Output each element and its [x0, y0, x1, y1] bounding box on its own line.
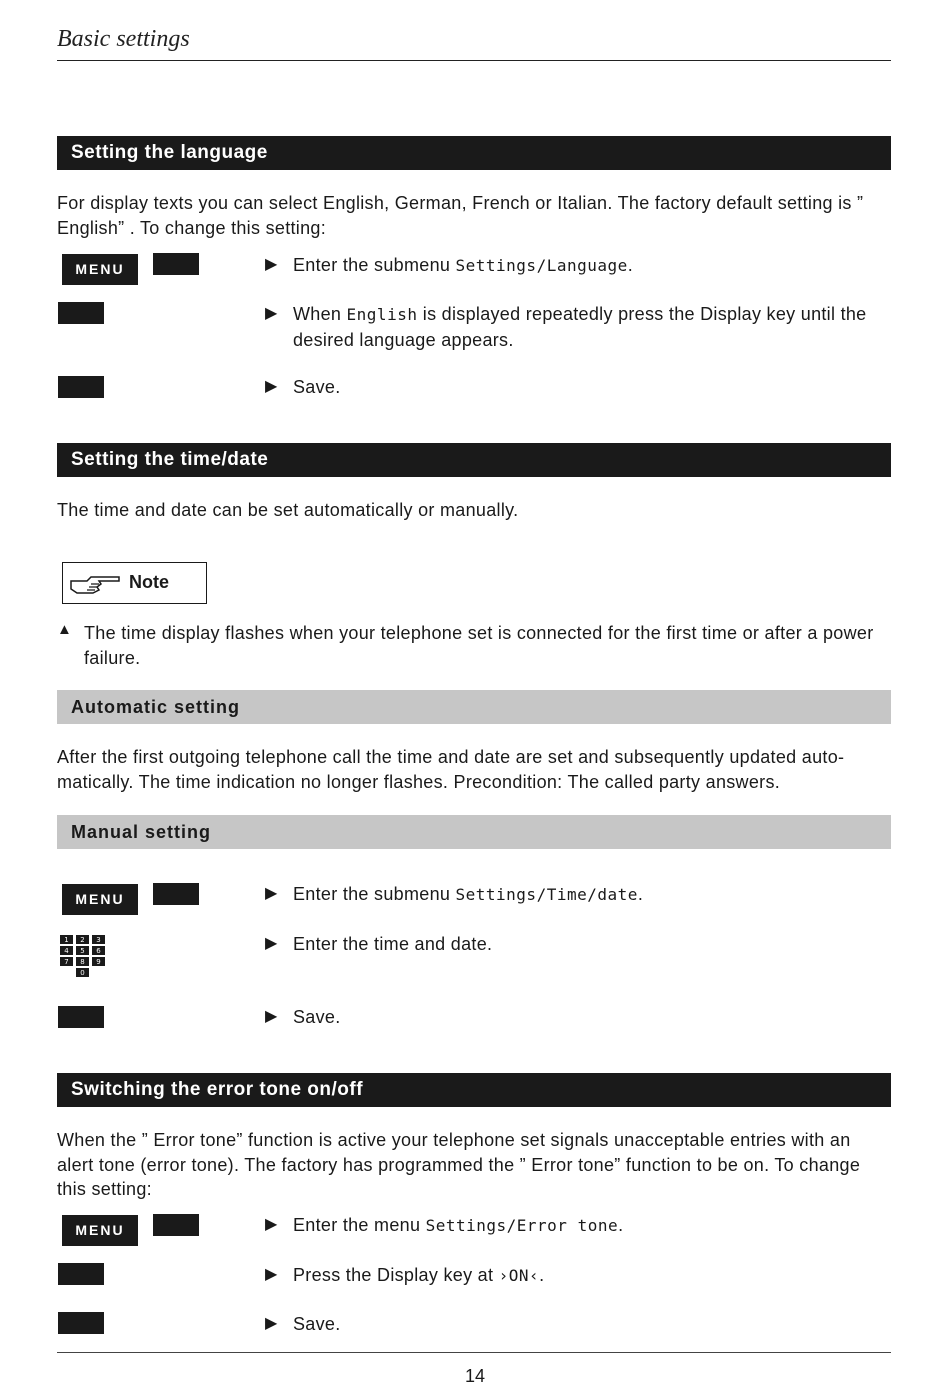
errortone-step-3: ▶ Save. — [265, 1312, 891, 1337]
section-heading-timedate: Setting the time/date — [57, 443, 891, 477]
arrow-icon: ▶ — [265, 935, 278, 952]
language-step-3: ▶ Save. — [265, 375, 891, 400]
keypad-icon — [60, 935, 106, 977]
page-number: 14 — [464, 1366, 486, 1386]
section-heading-manual: Manual setting — [57, 815, 891, 849]
keypad-key: 1 — [64, 936, 69, 944]
errortone-step-1: ▶ Enter the menu Settings/Error tone. — [265, 1213, 891, 1239]
pointing-hand-icon — [69, 571, 121, 595]
keypad-key: 7 — [64, 958, 69, 966]
section-heading-automatic: Automatic setting — [57, 690, 891, 724]
display-key-icon — [153, 883, 199, 905]
footer-rule — [57, 1352, 891, 1353]
note-text: The time display flashes when your telephone set is connected for the first time or after a power failure. — [84, 623, 874, 668]
note-box — [62, 562, 207, 604]
keypad-key: 4 — [64, 947, 69, 955]
display-key-icon — [58, 1263, 104, 1285]
errortone-intro: When the ” Error tone” function is active your telephone set signals unacceptable entries with an alert tone (error tone). The factory has programmed the ” Error tone” function to be on. To change this setting: — [57, 1130, 861, 1199]
display-key-icon — [153, 253, 199, 275]
manual-step-1: ▶ Enter the submenu Settings/Time/date. — [265, 882, 891, 908]
arrow-icon: ▶ — [265, 256, 278, 273]
menu-key-icon: MENU — [62, 1215, 138, 1246]
keypad-key: 9 — [96, 958, 101, 966]
automatic-text: After the first outgoing telephone call the time and date are set and subsequently updated auto-matically. The time indication no longer flashes. Precondition: The called party answers. — [57, 747, 845, 792]
keypad-key: 5 — [80, 947, 85, 955]
display-key-icon — [58, 1006, 104, 1028]
keypad-key: 3 — [96, 936, 101, 944]
keypad-key: 2 — [80, 936, 85, 944]
arrow-icon: ▶ — [265, 1216, 278, 1233]
keypad-key: 8 — [80, 958, 85, 966]
display-key-icon — [58, 1312, 104, 1334]
display-key-icon — [153, 1214, 199, 1236]
arrow-icon: ▶ — [265, 1008, 278, 1025]
triangle-bullet-icon: ▲ — [57, 621, 72, 638]
errortone-step-2: ▶ Press the Display key at ›ON‹. — [265, 1263, 891, 1289]
arrow-icon: ▶ — [265, 305, 278, 322]
header-rule — [57, 60, 891, 61]
timedate-intro: The time and date can be set automatically or manually. — [57, 500, 519, 520]
arrow-icon: ▶ — [265, 1266, 278, 1283]
page-header-title: Basic settings — [57, 26, 190, 52]
manual-step-2: ▶ Enter the time and date. — [265, 932, 891, 957]
section-heading-errortone: Switching the error tone on/off — [57, 1073, 891, 1107]
arrow-icon: ▶ — [265, 885, 278, 902]
menu-key-icon: MENU — [62, 884, 138, 915]
menu-key-icon: MENU — [62, 254, 138, 285]
note-label: Note — [129, 572, 169, 592]
display-key-icon — [58, 302, 104, 324]
language-step-1: ▶ Enter the submenu Settings/Language. — [265, 253, 891, 279]
keypad-key: 0 — [80, 969, 85, 977]
section-heading-language: Setting the language — [57, 136, 891, 170]
language-intro: For display texts you can select English, German, French or Italian. The factory default setting is ” English” . To change this setting: — [57, 193, 864, 238]
arrow-icon: ▶ — [265, 1315, 278, 1332]
manual-step-3: ▶ Save. — [265, 1005, 891, 1030]
arrow-icon: ▶ — [265, 378, 278, 395]
display-key-icon — [58, 376, 104, 398]
language-step-2: ▶ When English is displayed repeatedly press the Display key until the desired language appears. — [265, 304, 867, 350]
keypad-key: 6 — [96, 947, 101, 955]
